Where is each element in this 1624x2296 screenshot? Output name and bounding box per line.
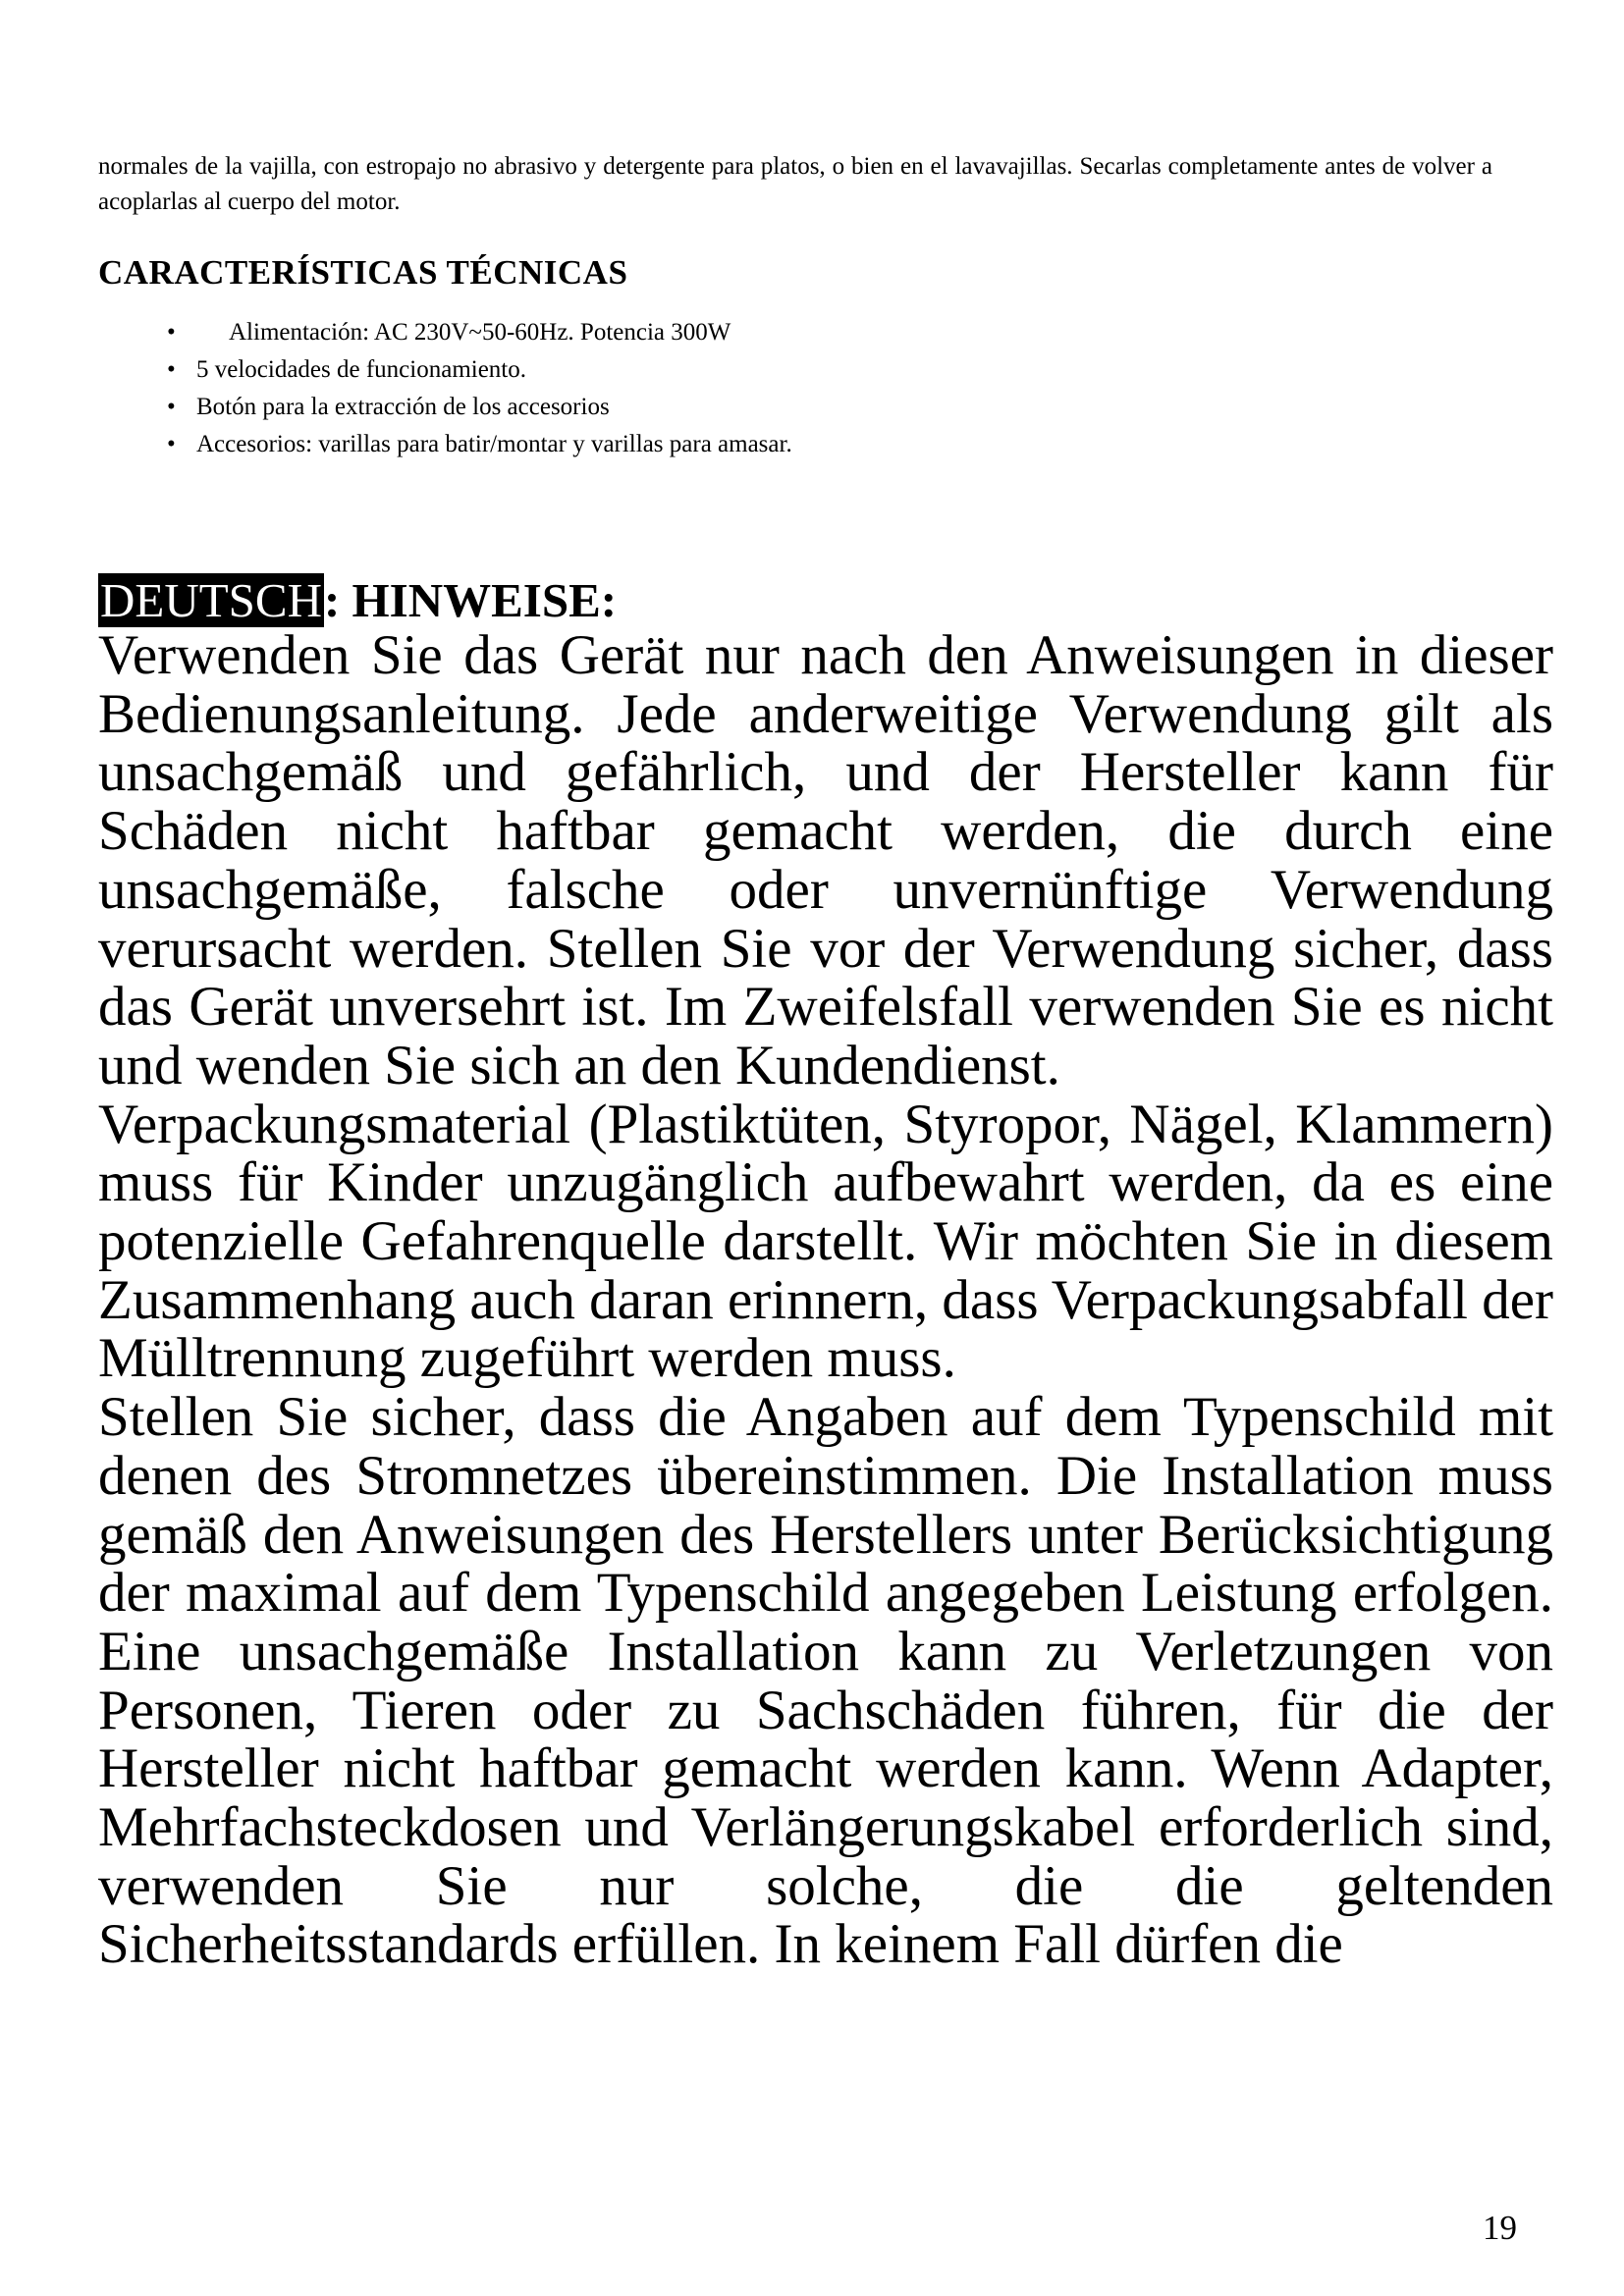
- section-heading-german: [98, 572, 617, 629]
- list-item: [98, 314, 792, 351]
- german-paragraph: Verpackungsmaterial (Plastiktüten, Styropor, Nägel, Klammern) muss für Kinder unzugänglich aufbewahrt werden, da es eine potenzielle Gefahrenquelle darstellt. Wir möchten Sie in diesem Zusammenhang auch daran erinnern, dass Verpackungsabfall der Mülltrennung zugeführt werden muss.: [98, 1093, 1553, 1390]
- intro-paragraph: normales de la vajilla, con estropajo no abrasivo y detergente para platos, o bien en el lavavajillas. Secarlas completamente antes de volver a acoplarlas al cuerpo del motor.: [98, 153, 1492, 215]
- language-label: DEUTSCH: [100, 573, 322, 627]
- specs-list: [98, 314, 792, 463]
- spec-item-text: Botón para la extracción de los accesorios: [196, 394, 610, 420]
- spec-item-text: Alimentación: AC 230V~50-60Hz. Potencia 300W: [229, 319, 731, 346]
- spec-item-text: 5 velocidades de funcionamiento.: [196, 356, 526, 383]
- specs-heading: CARACTERÍSTICAS TÉCNICAS: [98, 253, 628, 292]
- list-item: [98, 426, 792, 463]
- bullet-icon: •: [167, 431, 176, 457]
- list-item: [98, 389, 792, 426]
- spec-item-text: Accesorios: varillas para batir/montar y varillas para amasar.: [196, 431, 792, 457]
- german-paragraph: Stellen Sie sicher, dass die Angaben auf dem Typenschild mit denen des Stromnetzes übereinstimmen. Die Installation muss gemäß den Anweisungen des Herstellers unter Berücksichtigung der maximal auf dem Typenschild angegeben Leistung erfolgen. Eine unsachgemäße Installation kann zu Verletzungen von Personen, Tieren oder zu Sachschäden führen, für die der Hersteller nicht haftbar gemacht werden kann. Wenn Adapter, Mehrfachsteckdosen und Verlängerungskabel erforderlich sind, verwenden Sie nur solche, die die geltenden Sicherheitsstandards erfüllen. In keinem Fall dürfen die: [98, 1386, 1553, 1976]
- bullet-icon: •: [167, 319, 176, 346]
- german-paragraph: Verwenden Sie das Gerät nur nach den Anweisungen in dieser Bedienungsanleitung. Jede anderweitige Verwendung gilt als unsachgemäß und gefährlich, und der Hersteller kann für Schäden nicht haftbar gemacht werden, die durch eine unsachgemäße, falsche oder unvernünftige Verwendung verursacht werden. Stellen Sie vor der Verwendung sicher, dass das Gerät unversehrt ist. Im Zweifelsfall verwenden Sie es nicht und wenden Sie sich an den Kundendienst.: [98, 624, 1553, 1096]
- page-number: 19: [1483, 2209, 1517, 2247]
- bullet-icon: •: [167, 394, 176, 420]
- list-item: [98, 351, 792, 389]
- german-body: [98, 626, 1553, 1974]
- section-heading-text: : HINWEISE:: [323, 573, 618, 627]
- bullet-icon: •: [167, 356, 176, 383]
